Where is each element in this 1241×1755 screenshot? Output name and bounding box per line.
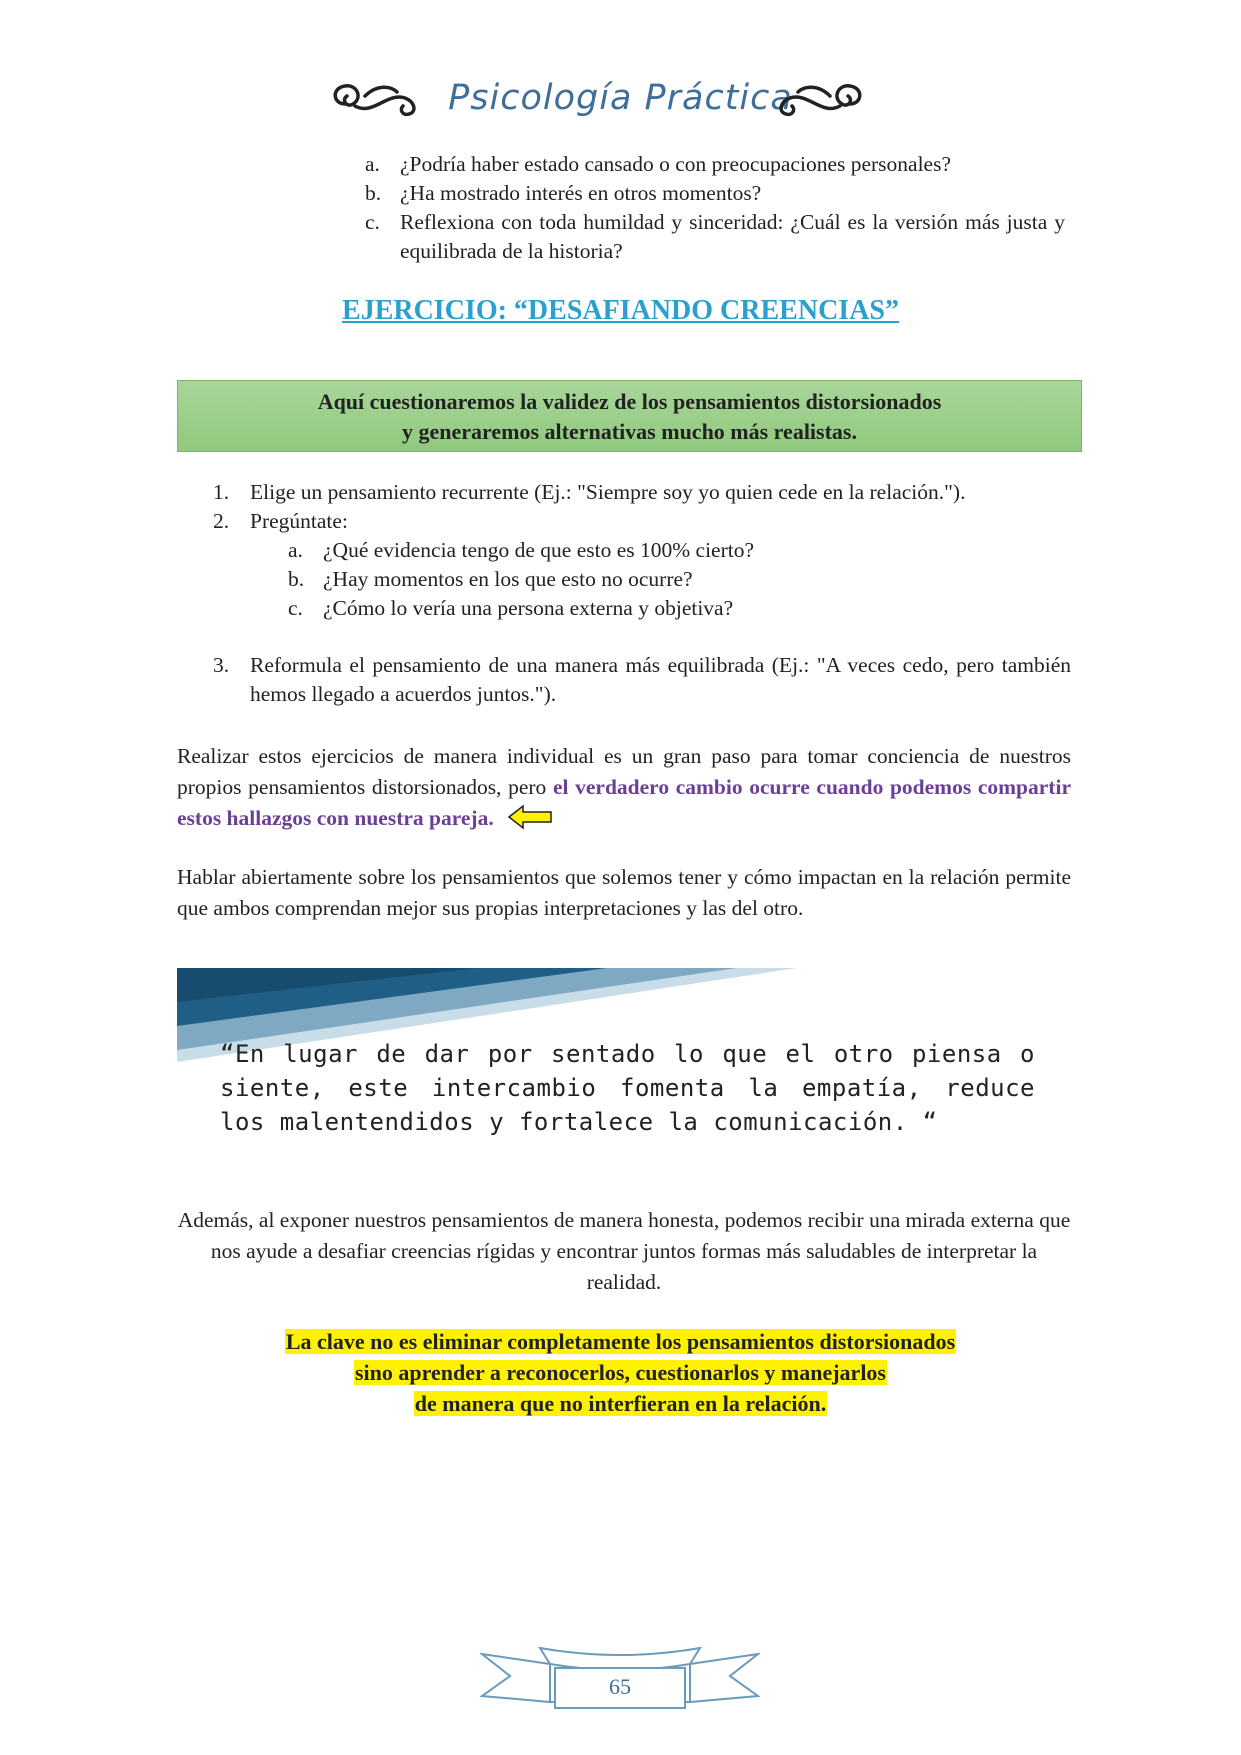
list-item-text: ¿Ha mostrado interés en otros momentos? xyxy=(400,181,762,205)
question-text: ¿Hay momentos en los que esto no ocurre? xyxy=(323,567,693,591)
header-title: Psicología Práctica xyxy=(448,78,793,118)
list-marker: b. xyxy=(365,181,382,205)
step-marker: 2. xyxy=(213,509,230,533)
key-message-line-1: La clave no es eliminar completamente los pensamientos distorsionados xyxy=(285,1329,956,1354)
question-marker: c. xyxy=(288,596,303,620)
right-flourish-icon xyxy=(770,76,870,126)
key-message xyxy=(0,1326,1241,1419)
key-message-line-3: de manera que no interfieran en la relación. xyxy=(414,1391,827,1416)
paragraph-open-talk: Hablar abiertamente sobre los pensamientos que solemos tener y cómo impactan en la relación permite que ambos comprendan mejor sus propias interpretaciones y las del otro. xyxy=(177,865,1071,920)
intro-line-1: Aquí cuestionaremos la validez de los pensamientos distorsionados xyxy=(317,389,942,414)
arrow-left-icon xyxy=(507,804,553,830)
exercise-intro-box xyxy=(177,380,1082,452)
quote-text: “En lugar de dar por sentado lo que el otro piensa o siente, este intercambio fomenta la empatía, reduce los malentendidos y fortalece la comunicación. “ xyxy=(220,1040,1035,1136)
step-marker: 3. xyxy=(213,653,230,677)
step-text: Elige un pensamiento recurrente (Ej.: "Siempre soy yo quien cede en la relación."). xyxy=(250,480,966,504)
list-item-text: Reflexiona con toda humildad y sinceridad: ¿Cuál es la versión más justa y equilibrada de la historia? xyxy=(400,210,1065,263)
paragraph-individual-exercises xyxy=(177,741,1071,834)
paragraph-text: Realizar estos ejercicios de manera individual es un gran paso para tomar conciencia de nuestros propios pensamientos distorsionados, pero xyxy=(177,744,1071,799)
page-header xyxy=(0,68,1241,138)
paragraph-emphasis: el verdadero cambio ocurre cuando podemos compartir estos hallazgos con nuestra pareja. xyxy=(177,775,1071,830)
step-marker: 1. xyxy=(213,480,230,504)
paragraph-honest-sharing: Además, al exponer nuestros pensamientos de manera honesta, podemos recibir una mirada externa que nos ayude a desafiar creencias rígidas y encontrar juntos formas más saludables de interpretar la realidad. xyxy=(177,1208,1071,1294)
step-text: Reformula el pensamiento de una manera más equilibrada (Ej.: "A veces cedo, pero también hemos llegado a acuerdos juntos."). xyxy=(250,653,1071,706)
list-marker: c. xyxy=(365,210,380,234)
intro-line-2: y generaremos alternativas mucho más realistas. xyxy=(401,419,857,444)
question-text: ¿Qué evidencia tengo de que esto es 100% cierto? xyxy=(323,538,755,562)
page-number: 65 xyxy=(609,1674,631,1699)
page-footer xyxy=(480,1640,760,1710)
question-text: ¿Cómo lo vería una persona externa y objetiva? xyxy=(323,596,734,620)
list-item-text: ¿Podría haber estado cansado o con preocupaciones personales? xyxy=(400,152,952,176)
exercise-title: EJERCICIO: “DESAFIANDO CREENCIAS” xyxy=(342,295,899,326)
key-message-line-2: sino aprender a reconocerlos, cuestionarlos y manejarlos xyxy=(354,1360,886,1385)
question-marker: a. xyxy=(288,538,303,562)
list-marker: a. xyxy=(365,152,380,176)
question-marker: b. xyxy=(288,567,305,591)
step-text: Pregúntate: xyxy=(250,509,348,533)
